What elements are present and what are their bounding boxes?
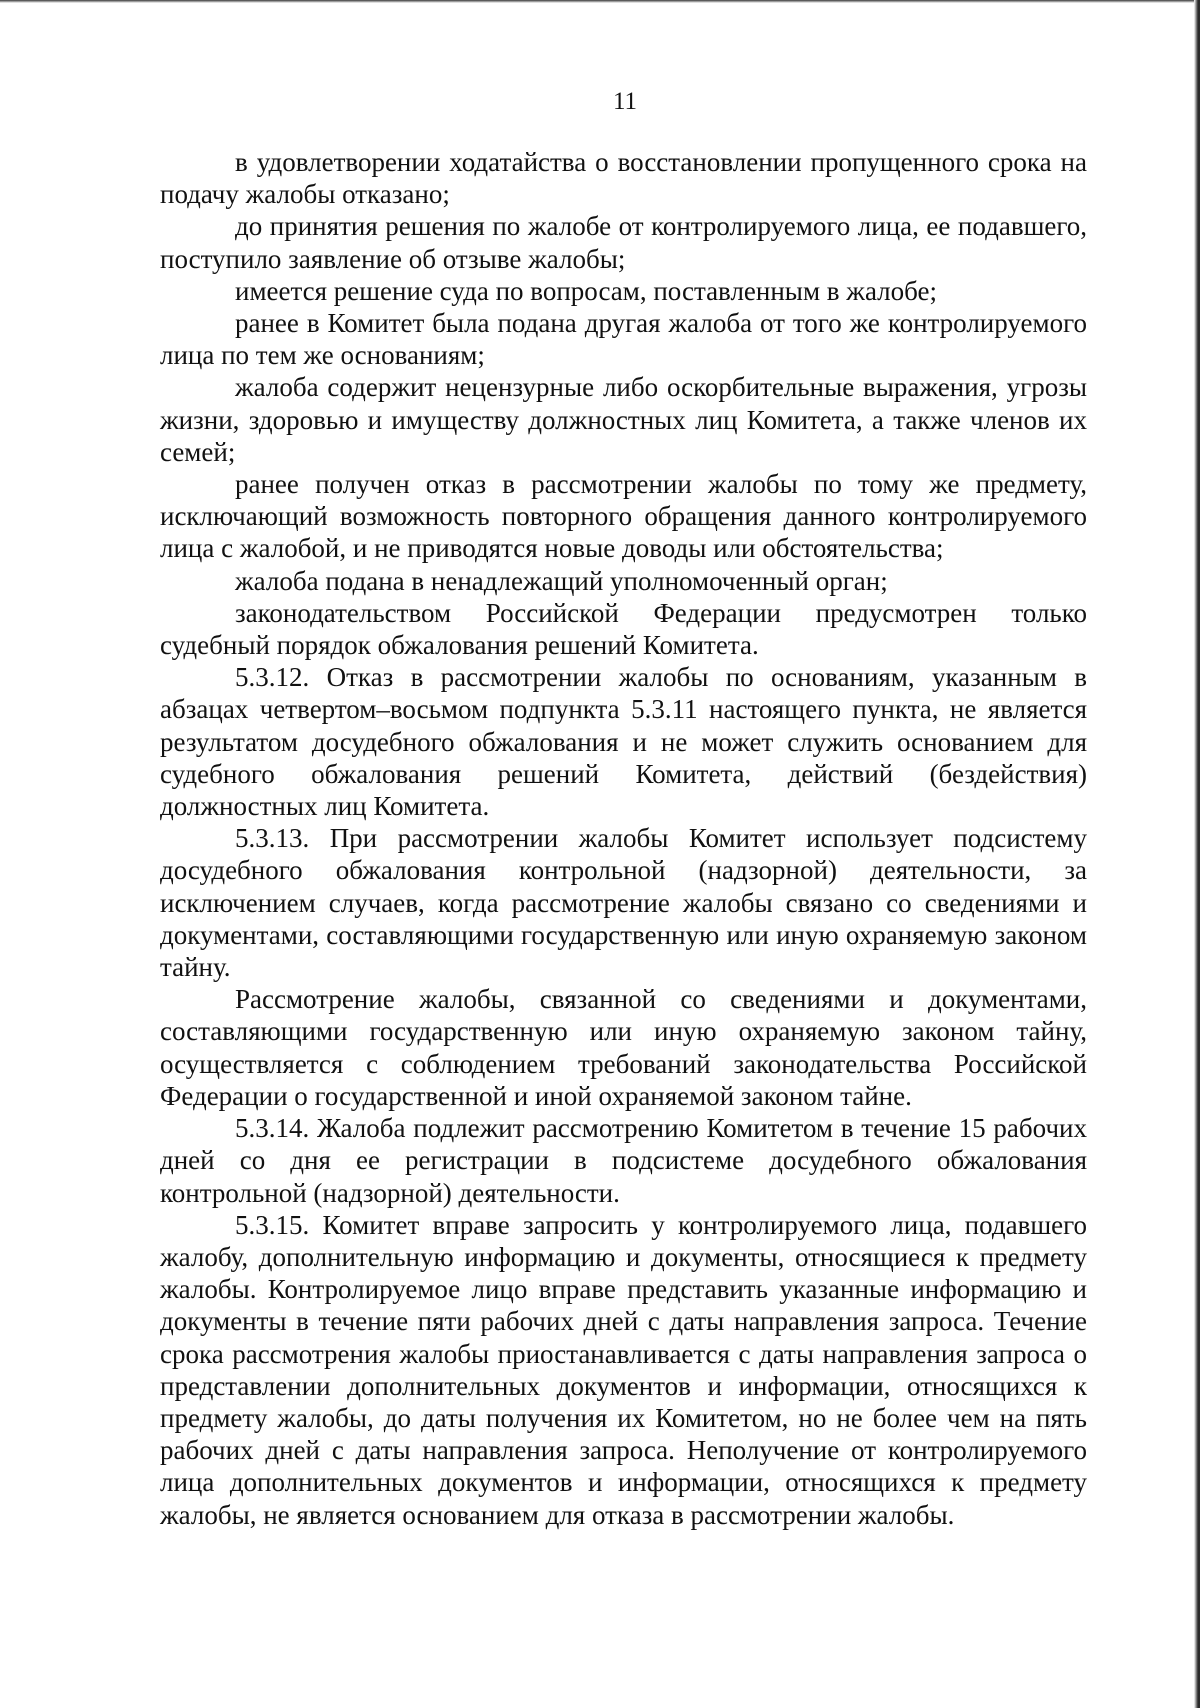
paragraph: 5.3.15. Комитет вправе запросить у контролируемого лица, подавшего жалобу, дополнительную информацию и документы, относящиеся к предмету жалобы. Контролируемое лицо вправе представить указанные информацию и документы в течение пяти рабочих дней с даты направления запроса. Течение срока рассмотрения жалобы приостанавливается с даты направления запроса о представлении дополнительных документов и информации, относящихся к предмету жалобы, до даты получения их Комитетом, но не более чем на пять рабочих дней с даты направления запроса. Неполучение от контролируемого лица дополнительных документов и информации, относящихся к предмету жалобы, не является основанием для отказа в рассмотрении жалобы. — [160, 1209, 1087, 1530]
paragraph: жалоба подана в ненадлежащий уполномоченный орган; — [235, 565, 888, 596]
paragraph: жалоба содержит нецензурные либо оскорбительные выражения, угрозы жизни, здоровью и имуществу должностных лиц Комитета, а также членов их семей; — [160, 372, 1087, 467]
scan-top-edge — [0, 0, 1200, 3]
paragraph: ранее в Комитет была подана другая жалоба от того же контролируемого лица по тем же основаниям; — [160, 308, 1087, 371]
scan-right-edge — [1194, 0, 1200, 1708]
paragraph: в удовлетворении ходатайства о восстановлении пропущенного срока на подачу жалобы отказано; — [160, 147, 1087, 210]
paragraph: Рассмотрение жалобы, связанной со сведениями и документами, составляющими государственную или иную охраняемую законом тайну, осуществляется с соблюдением требований законодательства Российской Федерации о государственной и иной охраняемой законом тайне. — [160, 984, 1087, 1111]
paragraph: 5.3.13. При рассмотрении жалобы Комитет использует подсистему досудебного обжалования контрольной (надзорной) деятельности, за исключением случаев, когда рассмотрение жалобы связано со сведениями и документами, составляющими государственную или иную охраняемую законом тайну. — [160, 823, 1087, 983]
paragraph: ранее получен отказ в рассмотрении жалобы по тому же предмету, исключающий возможность повторного обращения данного контролируемого лица с жалобой, и не приводятся новые доводы или обстоятельства; — [160, 469, 1087, 564]
paragraph: законодательством Российской Федерации предусмотрен только судебный порядок обжалования решений Комитета. — [160, 597, 1087, 661]
paragraph: 5.3.12. Отказ в рассмотрении жалобы по основаниям, указанным в абзацах четвертом–восьмом подпункта 5.3.11 настоящего пункта, не является результатом досудебного обжалования и не может служить основанием для судебного обжалования решений Комитета, действий (бездействия) должностных лиц Комитета. — [160, 662, 1087, 822]
paragraph: 5.3.14. Жалоба подлежит рассмотрению Комитетом в течение 15 рабочих дней со дня ее регистрации в подсистеме досудебного обжалования контрольной (надзорной) деятельности. — [160, 1113, 1087, 1208]
paragraph: до принятия решения по жалобе от контролируемого лица, ее подавшего, поступило заявление об отзыве жалобы; — [160, 211, 1087, 274]
document-body — [160, 146, 1087, 1531]
page-number: 11 — [612, 88, 638, 115]
paragraph: имеется решение суда по вопросам, поставленным в жалобе; — [235, 275, 937, 306]
